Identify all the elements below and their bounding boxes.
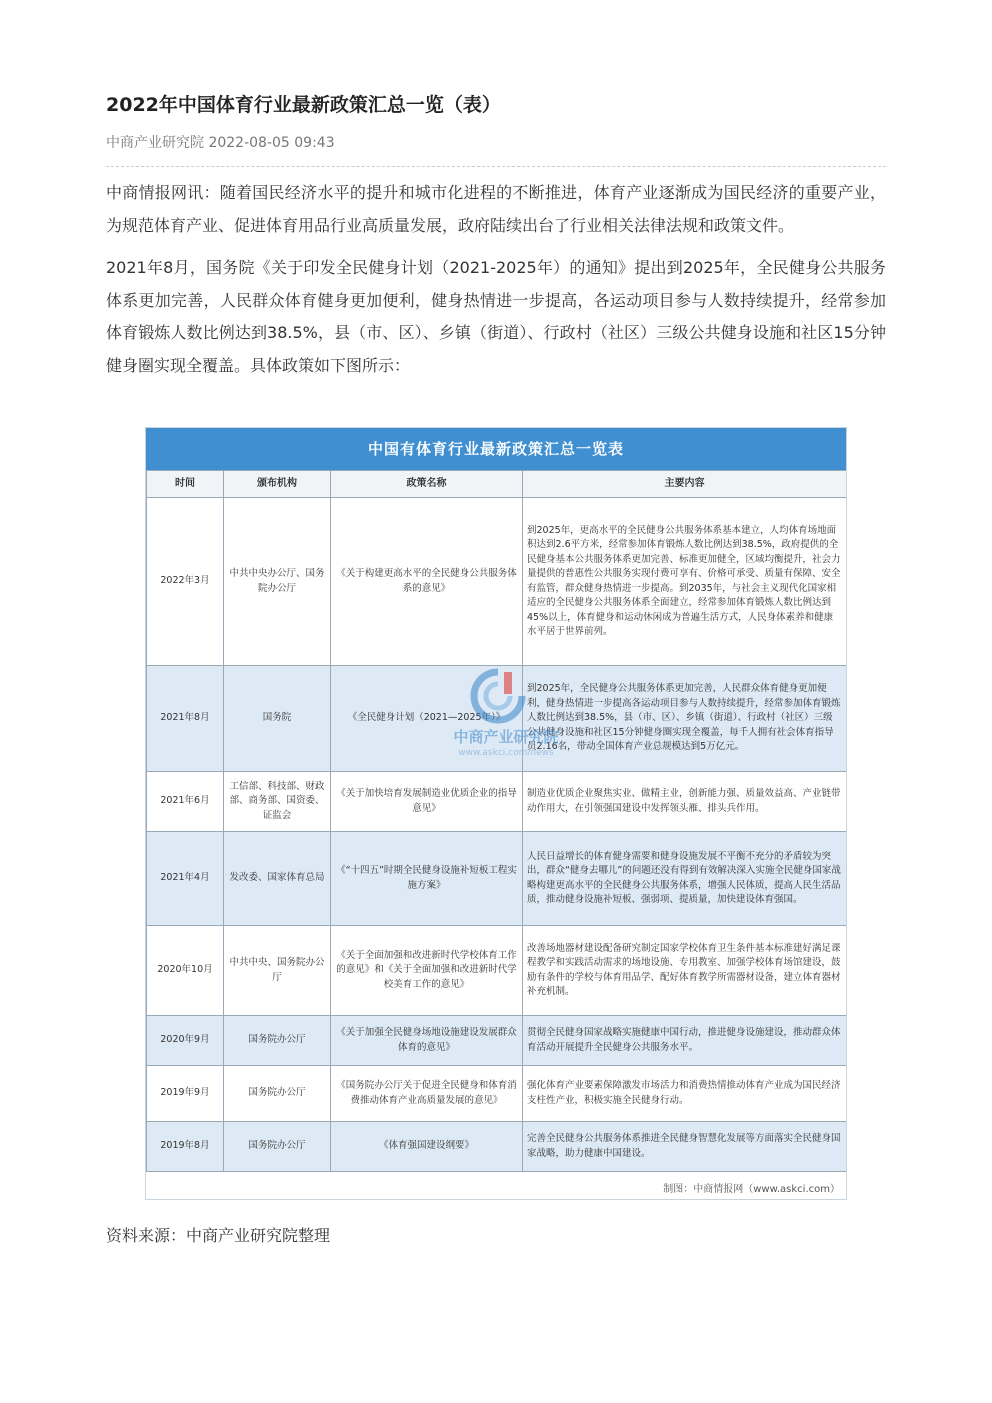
row-name: 《体育强国建设纲要》 [331,1122,523,1172]
row-name: 《关于全面加强和改进新时代学校体育工作的意见》和《关于全面加强和改进新时代学校美育工作的意见》 [331,926,523,1016]
row-org: 国务院 [224,666,331,772]
row-org: 国务院办公厅 [224,1122,331,1172]
row-name: 《关于加强全民健身场地设施建设发展群众体育的意见》 [331,1016,523,1066]
row-org: 中共中央、国务院办公厅 [224,926,331,1016]
table-header-row [147,471,847,498]
header-time: 时间 [147,471,224,498]
watermark-text: 中商产业研究院 [453,728,559,746]
data-source: 资料来源：中商产业研究院整理 [106,1226,331,1245]
row-content: 完善全民健身公共服务体系推进全民健身智慧化发展等方面落实全民健身国家战略，助力健康中国建设。 [523,1122,847,1172]
row-time: 2019年8月 [147,1122,224,1172]
article [106,88,886,382]
table-row [147,926,847,1016]
row-org: 发改委、国家体育总局 [224,832,331,926]
row-content: 改善场地器材建设配备研究制定国家学校体育卫生条件基本标准建好满足课程教学和实践活动需求的场地设施、专用教室、加强学校体育场馆建设，鼓励有条件的学校与体育用品学、配好体育教学所需器材设备，建立体育器材补充机制。 [523,926,847,1016]
watermark-url: www.askci.com/news [458,748,554,758]
header-org: 颁布机构 [224,471,331,498]
row-content: 贯彻全民健身国家战略实施健康中国行动，推进健身设施建设，推动群众体育活动开展提升全民健身公共服务水平。 [523,1016,847,1066]
row-time: 2020年10月 [147,926,224,1016]
table-row [147,498,847,666]
row-name: 《国务院办公厅关于促进全民健身和体育消费推动体育产业高质量发展的意见》 [331,1066,523,1122]
row-content: 强化体育产业要素保障激发市场活力和消费热情推动体育产业成为国民经济支柱性产业，积极实施全民健身行动。 [523,1066,847,1122]
row-time: 2020年9月 [147,1016,224,1066]
article-title: 2022年中国体育行业最新政策汇总一览（表） [106,94,501,116]
row-name: 《关于构建更高水平的全民健身公共服务体系的意见》 [331,498,523,666]
policy-table [146,470,847,1172]
row-org: 国务院办公厅 [224,1016,331,1066]
meta-divider [106,166,886,167]
table-row [147,832,847,926]
header-content: 主要内容 [523,471,847,498]
row-time: 2022年3月 [147,498,224,666]
row-org: 国务院办公厅 [224,1066,331,1122]
table-row [147,666,847,772]
policy-table-figure [145,427,847,1200]
row-name: 《关于加快培育发展制造业优质企业的指导意见》 [331,772,523,832]
row-name: 《“十四五”时期全民健身设施补短板工程实施方案》 [331,832,523,926]
row-org: 工信部、科技部、财政部、商务部、国资委、证监会 [224,772,331,832]
table-row [147,772,847,832]
row-time: 2021年6月 [147,772,224,832]
table-row [147,1016,847,1066]
row-name: 《全民健身计划（2021—2025年）》 [331,666,523,772]
table-row [147,1066,847,1122]
row-time: 2021年4月 [147,832,224,926]
row-content: 到2025年，更高水平的全民健身公共服务体系基本建立，人均体育场地面积达到2.6平方米，经常参加体育锻炼人数比例达到38.5%，政府提供的全民健身基本公共服务体系更加完善、标准更加健全，区域均衡提升，社会力量提供的普惠性公共服务实现付费可享有、价格可承受、质量有保障、安全有监管，群众健身热情进一步提高。到2035年，与社会主义现代化国家相适应的全民健身公共服务体系全面建立，经常参加体育锻炼人数比例达到45%以上，体育健身和运动休闲成为普遍生活方式，人民身体素养和健康水平居于世界前列。 [523,498,847,666]
figure-source: 制图：中商情报网（www.askci.com） [663,1184,840,1195]
policy-paragraph: 2021年8月，国务院《关于印发全民健身计划（2021-2025年）的通知》提出到2025年，全民健身公共服务体系更加完善，人民群众体育健身更加便利，健身热情进一步提高，各运动项目参与人数持续提升，经常参加体育锻炼人数比例达到38.5%，县（市、区）、乡镇（街道）、行政村（社区）三级公共健身设施和社区15分钟健身圈实现全覆盖。具体政策如下图所示： [106,258,886,375]
row-time: 2021年8月 [147,666,224,772]
row-time: 2019年9月 [147,1066,224,1122]
intro-paragraph: 中商情报网讯：随着国民经济水平的提升和城市化进程的不断推进，体育产业逐渐成为国民经济的重要产业，为规范体育产业、促进体育用品行业高质量发展，政府陆续出台了行业相关法律法规和政策文件。 [106,183,886,235]
row-content: 制造业优质企业聚焦实业、做精主业，创新能力强、质量效益高、产业链带动作用大，在引领强国建设中发挥领头雁、排头兵作用。 [523,772,847,832]
header-name: 政策名称 [331,471,523,498]
row-content: 到2025年，全民健身公共服务体系更加完善，人民群众体育健身更加便利，健身热情进一步提高各运动项目参与人数持续提升，经常参加体育锻炼人数比例达到38.5%，县（市、区）、乡镇（街道）、行政村（社区）三级公共健身设施和社区15分钟健身圈实现全覆盖，每千人拥有社会体育指导员2.16名，带动全国体育产业总规模达到5万亿元。 [523,666,847,772]
row-org: 中共中央办公厅、国务院办公厅 [224,498,331,666]
table-row [147,1122,847,1172]
figure-title: 中国有体育行业最新政策汇总一览表 [146,428,846,470]
article-meta: 中商产业研究院 2022-08-05 09:43 [106,135,335,151]
row-content: 人民日益增长的体育健身需要和健身设施发展不平衡不充分的矛盾较为突出，群众“健身去哪儿”的问题还没有得到有效解决深入实施全民健身国家战略构建更高水平的全民健身公共服务体系，增强人民体质，提高人民生活品质，推动健身设施补短板、强弱项、提质量，加快建设体育强国。 [523,832,847,926]
